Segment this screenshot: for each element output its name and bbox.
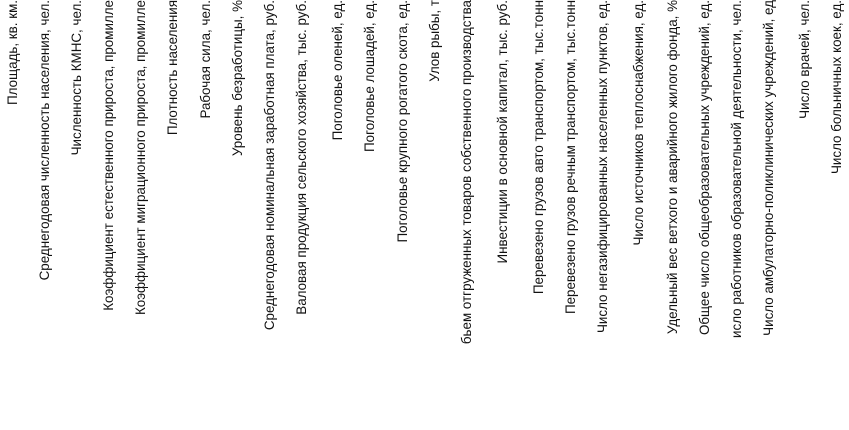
col-header-investments: Инвестиции в основной капитал, тыс. руб. (495, 0, 510, 264)
col-header-heat-sources: Число источников теплоснабжения, ед. (631, 0, 646, 246)
col-header-fish-catch: Улов рыбы, т (427, 0, 442, 82)
col-header-avg-wage: Среднегодовая номинальная заработная плата, руб. (262, 0, 277, 331)
col-header-indigenous-count: Численность КМНС, чел. (69, 0, 84, 156)
col-header-reindeer: Поголовье оленей, ед. (330, 0, 345, 141)
col-header-outpatient-clinics: Число амбулаторно-поликлинических учреждений, ед (761, 0, 776, 336)
col-header-avg-population: Среднегодовая численность населения, чел. (37, 0, 52, 281)
col-header-migration-growth: Коэффициент миграционного прироста, промилле (133, 0, 148, 316)
col-header-schools: Общее число общеобразовательных учреждений, ед. (697, 0, 712, 336)
col-header-doctors: Число врачей, чел. (797, 0, 812, 119)
col-header-non-gasified: Число негазифицированных населенных пунктов, ед. (595, 0, 610, 334)
col-header-area: Площадь, кв. км. (5, 0, 20, 105)
col-header-horses: Поголовье лошадей, ед. (362, 0, 377, 152)
col-header-river-freight: Перевезено грузов речным транспортом, тыс.тонн (563, 0, 578, 315)
col-header-dilapidated-housing: Удельный вес ветхого и аварийного жилого фонда, % (665, 0, 680, 335)
col-header-agri-output: Валовая продукция сельского хозяйства, тыс. руб. (294, 0, 309, 315)
col-header-education-staff: исло работников образовательной деятельности, чел. (729, 0, 744, 338)
col-header-road-freight: Перевезено грузов авто транспортом, тыс.тонн (531, 0, 546, 295)
col-header-labor-force: Рабочая сила, чел. (198, 0, 213, 119)
col-header-hospital-beds: Число больничных коек, ед. (829, 0, 844, 175)
col-header-unemployment: Уровень безработицы, % (230, 0, 245, 157)
col-header-cattle: Поголовье крупного рогатого скота, ед. (395, 0, 410, 243)
col-header-natural-growth: Коэффициент естественного прироста, промилле (101, 0, 116, 311)
col-header-shipped-goods: бьем отгруженных товаров собственного производства (459, 0, 474, 345)
col-header-population-density: Плотность населения (165, 0, 180, 136)
